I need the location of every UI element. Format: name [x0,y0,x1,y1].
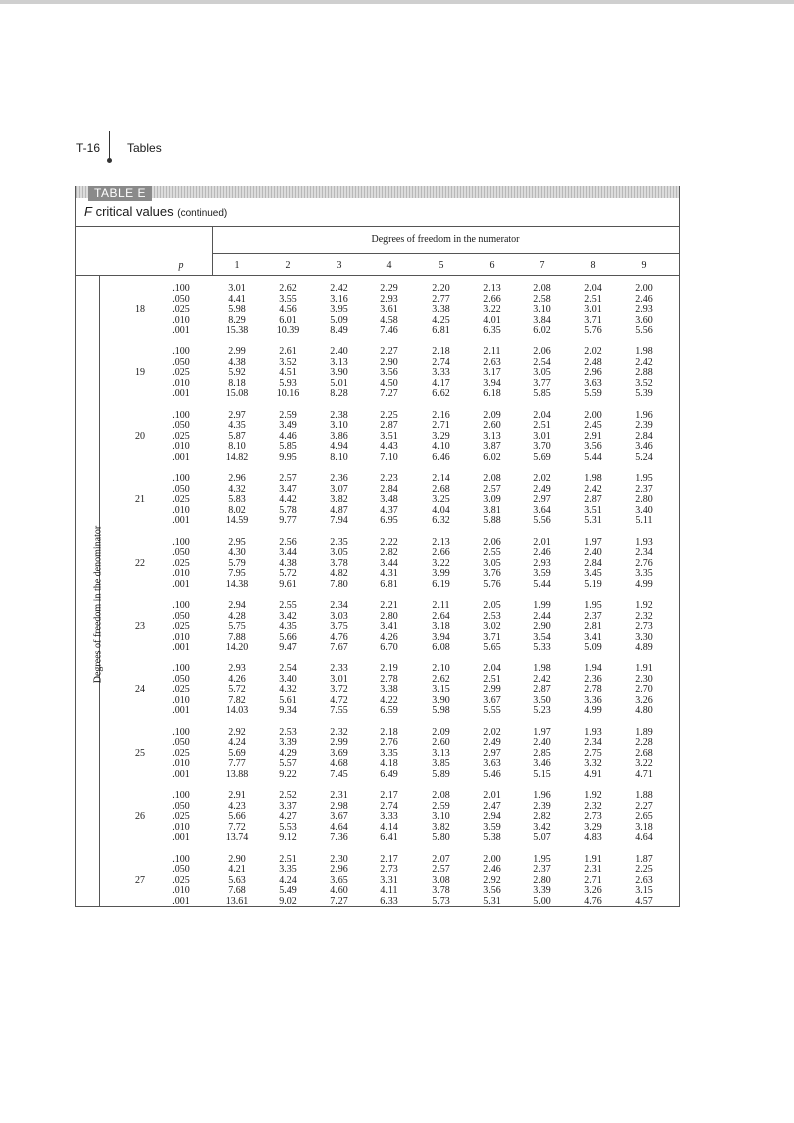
critical-values-col-4: 2.27 2.90 3.56 4.50 7.27 [380,346,398,400]
numerator-title: Degrees of freedom in the numerator [371,234,520,245]
critical-values-col-3: 2.42 3.16 3.95 5.09 8.49 [330,283,348,336]
critical-values-col-1: 2.99 4.38 5.92 8.18 15.08 [225,346,249,400]
critical-values-col-4: 2.23 2.84 3.48 4.37 6.95 [380,473,398,527]
critical-values-col-9: 1.98 2.42 2.88 3.52 5.39 [635,346,653,400]
critical-values-col-7: 1.96 2.39 2.82 3.42 5.07 [533,790,551,844]
critical-values-col-3: 2.38 3.10 3.86 4.94 8.10 [330,409,348,463]
critical-values-col-7: 1.99 2.44 2.90 3.54 5.33 [533,600,551,653]
critical-values-col-4: 2.17 2.74 3.33 4.14 6.41 [380,790,398,844]
denominator-df: 19 [135,367,145,379]
critical-values-col-6: 2.09 2.60 3.13 3.87 6.02 [483,409,501,463]
critical-values-col-6: 2.11 2.63 3.17 3.94 6.18 [483,346,501,400]
table-header-band [76,186,679,198]
p-values: .100 .050 .025 .010 .001 [172,600,190,653]
critical-values-col-6: 2.02 2.49 2.97 3.63 5.46 [483,726,501,780]
df-group-24 [76,664,679,718]
critical-values-col-7: 1.95 2.37 2.80 3.39 5.00 [533,853,551,907]
critical-values-col-1: 2.91 4.23 5.66 7.72 13.74 [225,790,249,844]
critical-values-col-4: 2.21 2.80 3.41 4.26 6.70 [380,600,398,653]
column-header-9: 9 [641,260,647,271]
critical-values-col-4: 2.25 2.87 3.51 4.43 7.10 [380,409,398,463]
df-group-21 [76,474,679,528]
section-title: Tables [127,141,162,155]
critical-values-col-2: 2.53 3.39 4.29 5.57 9.22 [279,726,297,780]
header-divider [109,131,110,161]
column-header-1: 1 [234,260,240,271]
p-values: .100 .050 .025 .010 .001 [172,346,190,400]
critical-values-col-2: 2.62 3.55 4.56 6.01 10.39 [276,283,300,336]
table-badge: TABLE E [88,186,152,201]
critical-values-col-6: 2.13 2.66 3.22 4.01 6.35 [483,283,501,336]
critical-values-col-8: 1.95 2.37 2.81 3.41 5.09 [584,600,602,653]
critical-values-col-2: 2.57 3.47 4.42 5.78 9.77 [279,473,297,527]
critical-values-col-3: 2.35 3.05 3.78 4.82 7.80 [330,536,348,590]
top-rule [0,0,794,4]
header-divider-dot [107,158,112,163]
critical-values-col-7: 2.08 2.58 3.10 3.84 6.02 [533,283,551,336]
p-values: .100 .050 .025 .010 .001 [172,473,190,527]
critical-values-col-8: 2.00 2.45 2.91 3.56 5.44 [584,409,602,463]
caption-continued: (continued) [177,208,228,219]
critical-values-col-1: 2.93 4.26 5.72 7.82 14.03 [225,663,249,717]
p-column-header: p [178,260,184,271]
denominator-df: 22 [135,557,145,569]
denominator-df: 20 [135,430,145,442]
critical-values-col-2: 2.52 3.37 4.27 5.53 9.12 [279,790,297,844]
critical-values-col-5: 2.10 2.62 3.15 3.90 5.98 [432,663,450,717]
critical-values-col-1: 2.96 4.32 5.83 8.02 14.59 [225,473,249,527]
critical-values-col-1: 2.95 4.30 5.79 7.95 14.38 [225,536,249,590]
critical-values-col-8: 1.97 2.40 2.84 3.45 5.19 [584,536,602,590]
table-caption [84,204,227,219]
denominator-df: 21 [135,494,145,506]
critical-values-col-1: 2.94 4.28 5.75 7.88 14.20 [225,600,249,653]
critical-values-col-9: 2.00 2.46 2.93 3.60 5.56 [635,283,653,336]
denominator-df: 18 [135,304,145,315]
critical-values-col-8: 1.92 2.32 2.73 3.29 4.83 [584,790,602,844]
critical-values-col-6: 2.05 2.53 3.02 3.71 5.65 [483,600,501,653]
p-values: .100 .050 .025 .010 .001 [172,283,190,336]
critical-values-col-5: 2.20 2.77 3.38 4.25 6.81 [432,283,450,336]
critical-values-col-2: 2.59 3.49 4.46 5.85 9.95 [279,409,297,463]
critical-values-col-4: 2.18 2.76 3.35 4.18 6.49 [380,726,398,780]
critical-values-col-4: 2.19 2.78 3.38 4.22 6.59 [380,663,398,717]
critical-values-col-5: 2.18 2.74 3.33 4.17 6.62 [432,346,450,400]
critical-values-col-3: 2.36 3.07 3.82 4.87 7.94 [330,473,348,527]
critical-values-col-5: 2.16 2.71 3.29 4.10 6.46 [432,409,450,463]
column-header-4: 4 [386,260,392,271]
critical-values-col-5: 2.13 2.66 3.22 3.99 6.19 [432,536,450,590]
page-number: T-16 [76,141,101,155]
rule-numerator [212,253,679,254]
critical-values-col-8: 1.94 2.36 2.78 3.36 4.99 [584,663,602,717]
p-values: .100 .050 .025 .010 .001 [172,790,190,844]
critical-values-col-7: 2.06 2.54 3.05 3.77 5.85 [533,346,551,400]
column-header-2: 2 [285,260,291,271]
critical-values-col-4: 2.17 2.73 3.31 4.11 6.33 [380,853,398,907]
critical-values-col-3: 2.40 3.13 3.90 5.01 8.28 [330,346,348,400]
df-group-25 [76,728,679,782]
f-critical-values-table [75,186,680,907]
critical-values-col-2: 2.56 3.44 4.38 5.72 9.61 [279,536,297,590]
critical-values-col-6: 2.01 2.47 2.94 3.59 5.38 [483,790,501,844]
critical-values-col-2: 2.61 3.52 4.51 5.93 10.16 [276,346,300,400]
df-group-22 [76,538,679,592]
critical-values-col-8: 1.98 2.42 2.87 3.51 5.31 [584,473,602,527]
critical-values-col-6: 2.00 2.46 2.92 3.56 5.31 [483,853,501,907]
critical-values-col-9: 1.96 2.39 2.84 3.46 5.24 [635,409,653,463]
column-header-5: 5 [438,260,444,271]
critical-values-col-9: 1.91 2.30 2.70 3.26 4.80 [635,663,653,717]
critical-values-col-8: 2.04 2.51 3.01 3.71 5.76 [584,283,602,336]
denominator-df: 24 [135,684,145,696]
critical-values-col-3: 2.31 2.98 3.67 4.64 7.36 [330,790,348,844]
critical-values-col-8: 1.93 2.34 2.75 3.32 4.91 [584,726,602,780]
df-group-27 [76,855,679,909]
denominator-df: 26 [135,811,145,823]
p-values: .100 .050 .025 .010 .001 [172,663,190,717]
critical-values-col-5: 2.07 2.57 3.08 3.78 5.73 [432,853,450,907]
critical-values-col-9: 1.93 2.34 2.76 3.35 4.99 [635,536,653,590]
critical-values-col-7: 1.97 2.40 2.85 3.46 5.15 [533,726,551,780]
critical-values-col-9: 1.95 2.37 2.80 3.40 5.11 [635,473,653,527]
rule-columns [76,275,679,276]
critical-values-col-7: 2.01 2.46 2.93 3.59 5.44 [533,536,551,590]
df-group-20 [76,411,679,465]
critical-values-col-6: 2.08 2.57 3.09 3.81 5.88 [483,473,501,527]
critical-values-col-5: 2.09 2.60 3.13 3.85 5.89 [432,726,450,780]
critical-values-col-9: 1.88 2.27 2.65 3.18 4.64 [635,790,653,844]
critical-values-col-4: 2.22 2.82 3.44 4.31 6.81 [380,536,398,590]
df-group-26 [76,791,679,845]
critical-values-col-1: 2.97 4.35 5.87 8.10 14.82 [225,409,249,463]
critical-values-col-5: 2.11 2.64 3.18 3.94 6.08 [432,600,450,653]
critical-values-col-8: 2.02 2.48 2.96 3.63 5.59 [584,346,602,400]
critical-values-col-6: 2.04 2.51 2.99 3.67 5.55 [483,663,501,717]
critical-values-col-3: 2.30 2.96 3.65 4.60 7.27 [330,853,348,907]
critical-values-col-7: 2.02 2.49 2.97 3.64 5.56 [533,473,551,527]
critical-values-col-7: 2.04 2.51 3.01 3.70 5.69 [533,409,551,463]
denominator-df: 27 [135,874,145,886]
critical-values-col-8: 1.91 2.31 2.71 3.26 4.76 [584,853,602,907]
critical-values-col-7: 1.98 2.42 2.87 3.50 5.23 [533,663,551,717]
critical-values-col-2: 2.54 3.40 4.32 5.61 9.34 [279,663,297,717]
denominator-df: 25 [135,747,145,759]
df-group-18 [76,284,679,338]
critical-values-col-2: 2.51 3.35 4.24 5.49 9.02 [279,853,297,907]
critical-values-col-1: 2.90 4.21 5.63 7.68 13.61 [225,853,249,907]
denominator-df: 23 [135,621,145,632]
critical-values-col-5: 2.14 2.68 3.25 4.04 6.32 [432,473,450,527]
p-values: .100 .050 .025 .010 .001 [172,853,190,907]
critical-values-col-3: 2.34 3.03 3.75 4.76 7.67 [330,600,348,653]
column-header-7: 7 [539,260,545,271]
rule-top [76,226,679,227]
column-header-8: 8 [590,260,596,271]
column-header-3: 3 [336,260,342,271]
df-group-23 [76,601,679,655]
critical-values-col-1: 3.01 4.41 5.98 8.29 15.38 [225,283,249,336]
critical-values-col-3: 2.32 2.99 3.69 4.68 7.45 [330,726,348,780]
column-header-6: 6 [489,260,495,271]
critical-values-col-9: 1.87 2.25 2.63 3.15 4.57 [635,853,653,907]
critical-values-col-1: 2.92 4.24 5.69 7.77 13.88 [225,726,249,780]
caption-f: F [84,204,92,219]
caption-main: critical values [95,204,174,219]
denominator-label: Degrees of freedom in the denominator [92,525,104,684]
critical-values-col-9: 1.89 2.28 2.68 3.22 4.71 [635,726,653,780]
critical-values-col-4: 2.29 2.93 3.61 4.58 7.46 [380,283,398,336]
p-values: .100 .050 .025 .010 .001 [172,726,190,780]
p-values: .100 .050 .025 .010 .001 [172,536,190,590]
df-group-19 [76,347,679,401]
critical-values-col-5: 2.08 2.59 3.10 3.82 5.80 [432,790,450,844]
p-values: .100 .050 .025 .010 .001 [172,409,190,463]
critical-values-col-2: 2.55 3.42 4.35 5.66 9.47 [279,600,297,653]
critical-values-col-6: 2.06 2.55 3.05 3.76 5.76 [483,536,501,590]
critical-values-col-9: 1.92 2.32 2.73 3.30 4.89 [635,600,653,653]
critical-values-col-3: 2.33 3.01 3.72 4.72 7.55 [330,663,348,717]
